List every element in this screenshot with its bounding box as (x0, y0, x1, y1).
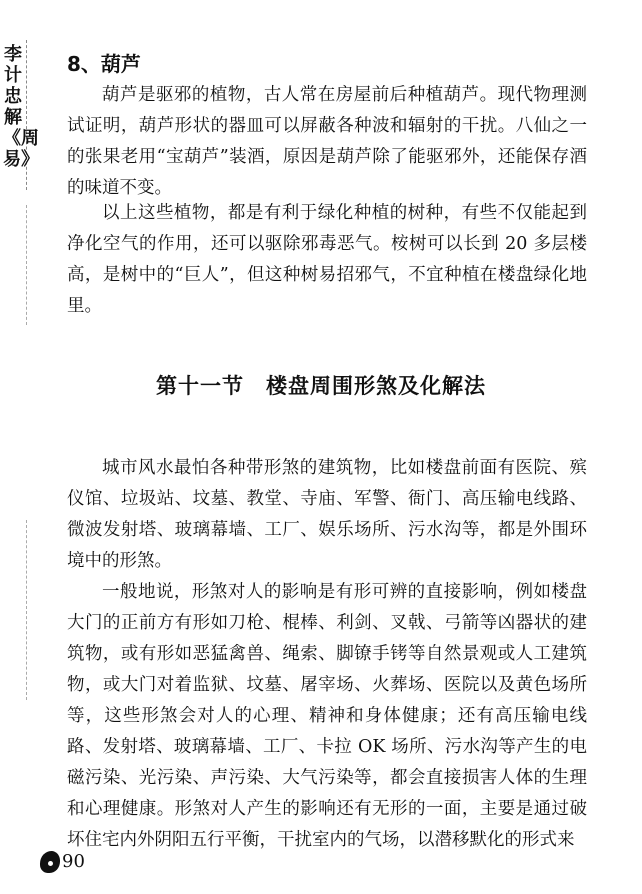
page-footer (40, 851, 85, 873)
spine-divider (0, 520, 27, 700)
paragraph-sha-influence: 一般地说，形煞对人的影响是有形可辨的直接影响，例如楼盘大门的正前方有形如刀枪、棍棒、利剑、叉戟、弓箭等凶器状的建筑物，或有形如恶猛禽兽、绳索、脚镣手铐等自然景观或人工建筑物，或大门对着监狱、坟墓、屠宰场、火葬场、医院以及黄色场所等，这些形煞会对人的心理、精神和身体健康；还有高压输电线路、发射塔、玻璃幕墙、工厂、卡拉 OK 场所、污水沟等产生的电磁污染、光污染、声污染、大气污染等，都会直接损害人体的生理和心理健康。形煞对人产生的影响还有无形的一面，主要是通过破坏住宅内外阴阳五行平衡，干扰室内的气场，以潜移默化的形式来 (67, 582, 587, 850)
item-heading: 8、葫芦 (67, 52, 141, 76)
paragraph-plants-summary: 以上这些植物，都是有利于绿化种植的树种，有些不仅能起到净化空气的作用，还可以驱除邪毒恶气。桉树可以长到 20 多层楼高，是树中的“巨人”，但这种树易招邪气，不宜种植在楼盘绿化地里。 (67, 203, 587, 316)
section-title: 楼盘周围形煞及化解法 (266, 374, 486, 398)
paragraph-gourd: 葫芦是驱邪的植物，古人常在房屋前后种植葫芦。现代物理测试证明，葫芦形状的器皿可以屏蔽各种波和辐射的干扰。八仙之一的张果老用“宝葫芦”装酒，原因是葫芦除了能驱邪外，还能保存酒的味道不变。 (67, 85, 587, 198)
spine-book-title: 李计忠解《周易》 (3, 44, 39, 170)
section-number: 第十一节 (156, 374, 244, 398)
taiji-icon (40, 851, 60, 873)
paragraph-urban-sha: 城市风水最怕各种带形煞的建筑物，比如楼盘前面有医院、殡仪馆、垃圾站、坟墓、教堂、寺庙、军警、衙门、高压输电线路、微波发射塔、玻璃幕墙、工厂、娱乐场所、污水沟等，都是外围环境中的形煞。 (67, 458, 587, 571)
spine-divider (0, 205, 27, 325)
section-heading (0, 370, 642, 400)
page-number: 90 (62, 851, 85, 872)
